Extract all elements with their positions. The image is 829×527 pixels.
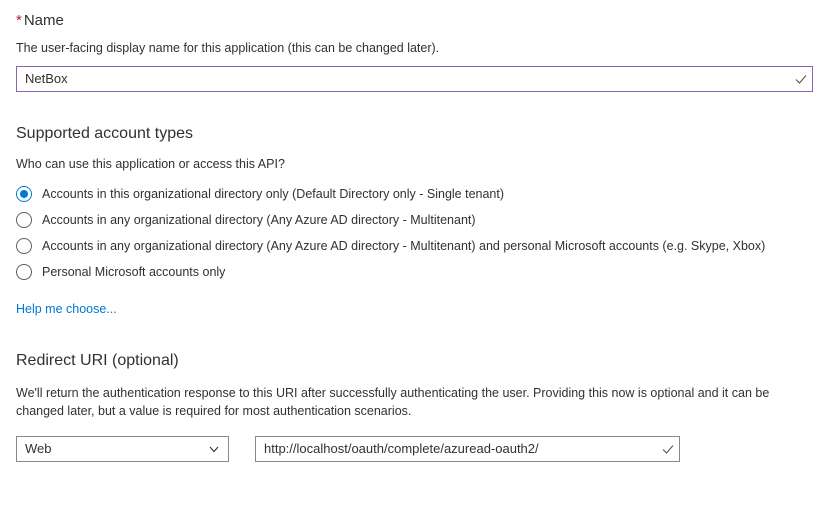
radio-option-label: Accounts in any organizational directory (Any Azure AD directory - Multitenant) xyxy=(42,212,476,227)
radio-option-multitenant-and-personal[interactable] xyxy=(16,233,829,259)
radio-indicator xyxy=(16,212,32,228)
chevron-down-icon xyxy=(208,443,220,455)
radio-option-personal-only[interactable] xyxy=(16,259,829,285)
redirect-uri-description: We'll return the authentication response to this URI after successfully authenticating the user. Providing this now is optional and it can be changed later, but a value is required for most authentication scenarios. xyxy=(16,386,770,418)
redirect-uri-input-wrapper[interactable] xyxy=(255,436,680,462)
radio-option-label: Accounts in any organizational directory (Any Azure AD directory - Multitenant) and personal Microsoft accounts (e.g. Skype, Xbox) xyxy=(42,238,766,253)
required-asterisk: * xyxy=(16,12,22,29)
name-field-label xyxy=(16,11,829,31)
radio-option-label: Personal Microsoft accounts only xyxy=(42,264,226,279)
platform-select-value: Web xyxy=(25,441,52,456)
name-label-text: Name xyxy=(23,12,64,29)
checkmark-icon xyxy=(657,437,679,461)
radio-option-single-tenant[interactable] xyxy=(16,181,829,207)
platform-select[interactable] xyxy=(16,436,229,462)
redirect-uri-heading: Redirect URI (optional) xyxy=(16,352,179,369)
name-input-wrapper[interactable] xyxy=(16,66,813,92)
account-types-radio-group xyxy=(0,181,829,285)
supported-account-types-heading: Supported account types xyxy=(16,125,194,142)
name-input[interactable] xyxy=(17,68,790,90)
radio-indicator xyxy=(16,264,32,280)
radio-option-label: Accounts in this organizational directory only (Default Directory only - Single tenant) xyxy=(42,186,505,201)
checkmark-icon xyxy=(790,67,812,91)
radio-indicator xyxy=(16,186,32,202)
redirect-uri-row xyxy=(16,436,829,462)
name-field-description: The user-facing display name for this application (this can be changed later). xyxy=(16,41,440,55)
redirect-uri-input[interactable] xyxy=(256,438,657,460)
radio-option-multitenant[interactable] xyxy=(16,207,829,233)
help-me-choose-link[interactable]: Help me choose... xyxy=(16,302,117,316)
app-registration-form xyxy=(0,11,829,527)
radio-indicator xyxy=(16,238,32,254)
account-types-question: Who can use this application or access this API? xyxy=(16,157,285,171)
